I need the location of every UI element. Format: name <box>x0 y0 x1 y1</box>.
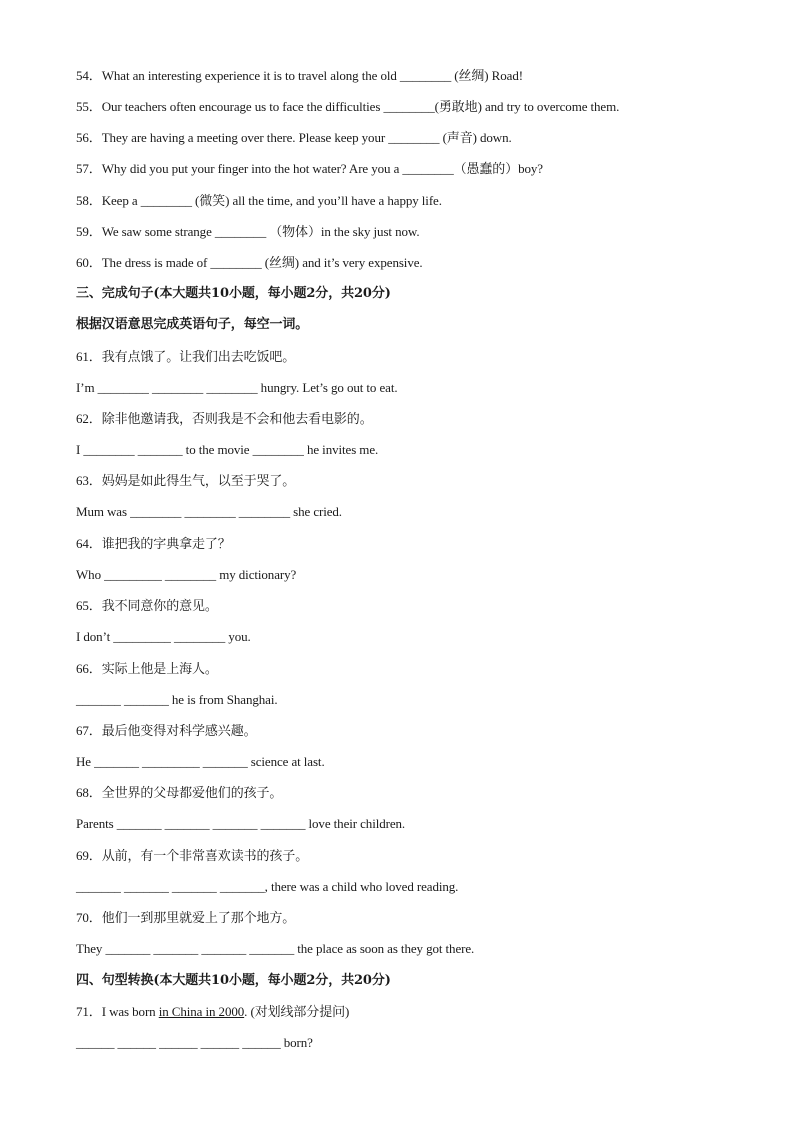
question-57: 57．Why did you put your finger into the hot water? Are you a ________（愚蠢的）boy? <box>76 161 543 176</box>
question-68-cn: 68．全世界的父母都爱他们的孩子。 <box>76 785 283 800</box>
question-61-en: I’m ________ ________ ________ hungry. Let’s go out to eat. <box>76 380 398 395</box>
question-59: 59．We saw some strange ________ （物体）in the sky just now. <box>76 224 420 239</box>
question-62-en: I ________ _______ to the movie ________ he invites me. <box>76 442 379 457</box>
question-70-en: They _______ _______ _______ _______ the place as soon as they got there. <box>76 941 475 956</box>
question-71-answer: ______ ______ ______ ______ ______ born? <box>76 1035 313 1050</box>
section3-title: 三、完成句子(本大题共10小题，每小题2分，共20分) <box>76 286 391 301</box>
question-67-en: He _______ _________ _______ science at last. <box>76 754 325 769</box>
question-58: 58．Keep a ________ (微笑) all the time, and you’ll have a happy life. <box>76 193 442 208</box>
question-65-cn: 65．我不同意你的意见。 <box>76 598 218 613</box>
question-66-en: _______ _______ he is from Shanghai. <box>76 692 278 707</box>
question-70-cn: 70．他们一到那里就爱上了那个地方。 <box>76 910 296 925</box>
question-63-en: Mum was ________ ________ ________ she cried. <box>76 504 342 519</box>
question-61-cn: 61．我有点饿了。让我们出去吃饭吧。 <box>76 349 296 364</box>
question-63-cn: 63．妈妈是如此得生气，以至于哭了。 <box>76 473 296 488</box>
question-71-suffix: . (对划线部分提问) <box>244 1004 350 1019</box>
question-71-underlined: in China in 2000 <box>158 1004 245 1019</box>
question-55: 55．Our teachers often encourage us to face the difficulties ________(勇敢地) and try to overcome them. <box>76 99 620 114</box>
question-64-en: Who _________ ________ my dictionary? <box>76 567 297 582</box>
section4-title: 四、句型转换(本大题共10小题，每小题2分，共20分) <box>76 973 391 988</box>
question-71-prefix: 71．I was born <box>76 1004 159 1019</box>
question-68-en: Parents _______ _______ _______ _______ love their children. <box>76 816 406 831</box>
question-69-en: _______ _______ _______ _______, there was a child who loved reading. <box>76 879 459 894</box>
question-54: 54．What an interesting experience it is to travel along the old ________ (丝绸) Road! <box>76 68 523 83</box>
question-71 <box>76 1003 349 1021</box>
question-67-cn: 67．最后他变得对科学感兴趣。 <box>76 723 257 738</box>
question-56: 56．They are having a meeting over there. Please keep your ________ (声音) down. <box>76 130 512 145</box>
question-60: 60．The dress is made of ________ (丝绸) and it’s very expensive. <box>76 255 423 270</box>
question-65-en: I don’t _________ ________ you. <box>76 629 251 644</box>
section3-instruction: 根据汉语意思完成英语句子，每空一词。 <box>76 317 309 332</box>
question-62-cn: 62．除非他邀请我，否则我是不会和他去看电影的。 <box>76 411 373 426</box>
question-66-cn: 66．实际上他是上海人。 <box>76 661 218 676</box>
question-64-cn: 64．谁把我的字典拿走了？ <box>76 536 231 551</box>
question-69-cn: 69．从前，有一个非常喜欢读书的孩子。 <box>76 848 309 863</box>
